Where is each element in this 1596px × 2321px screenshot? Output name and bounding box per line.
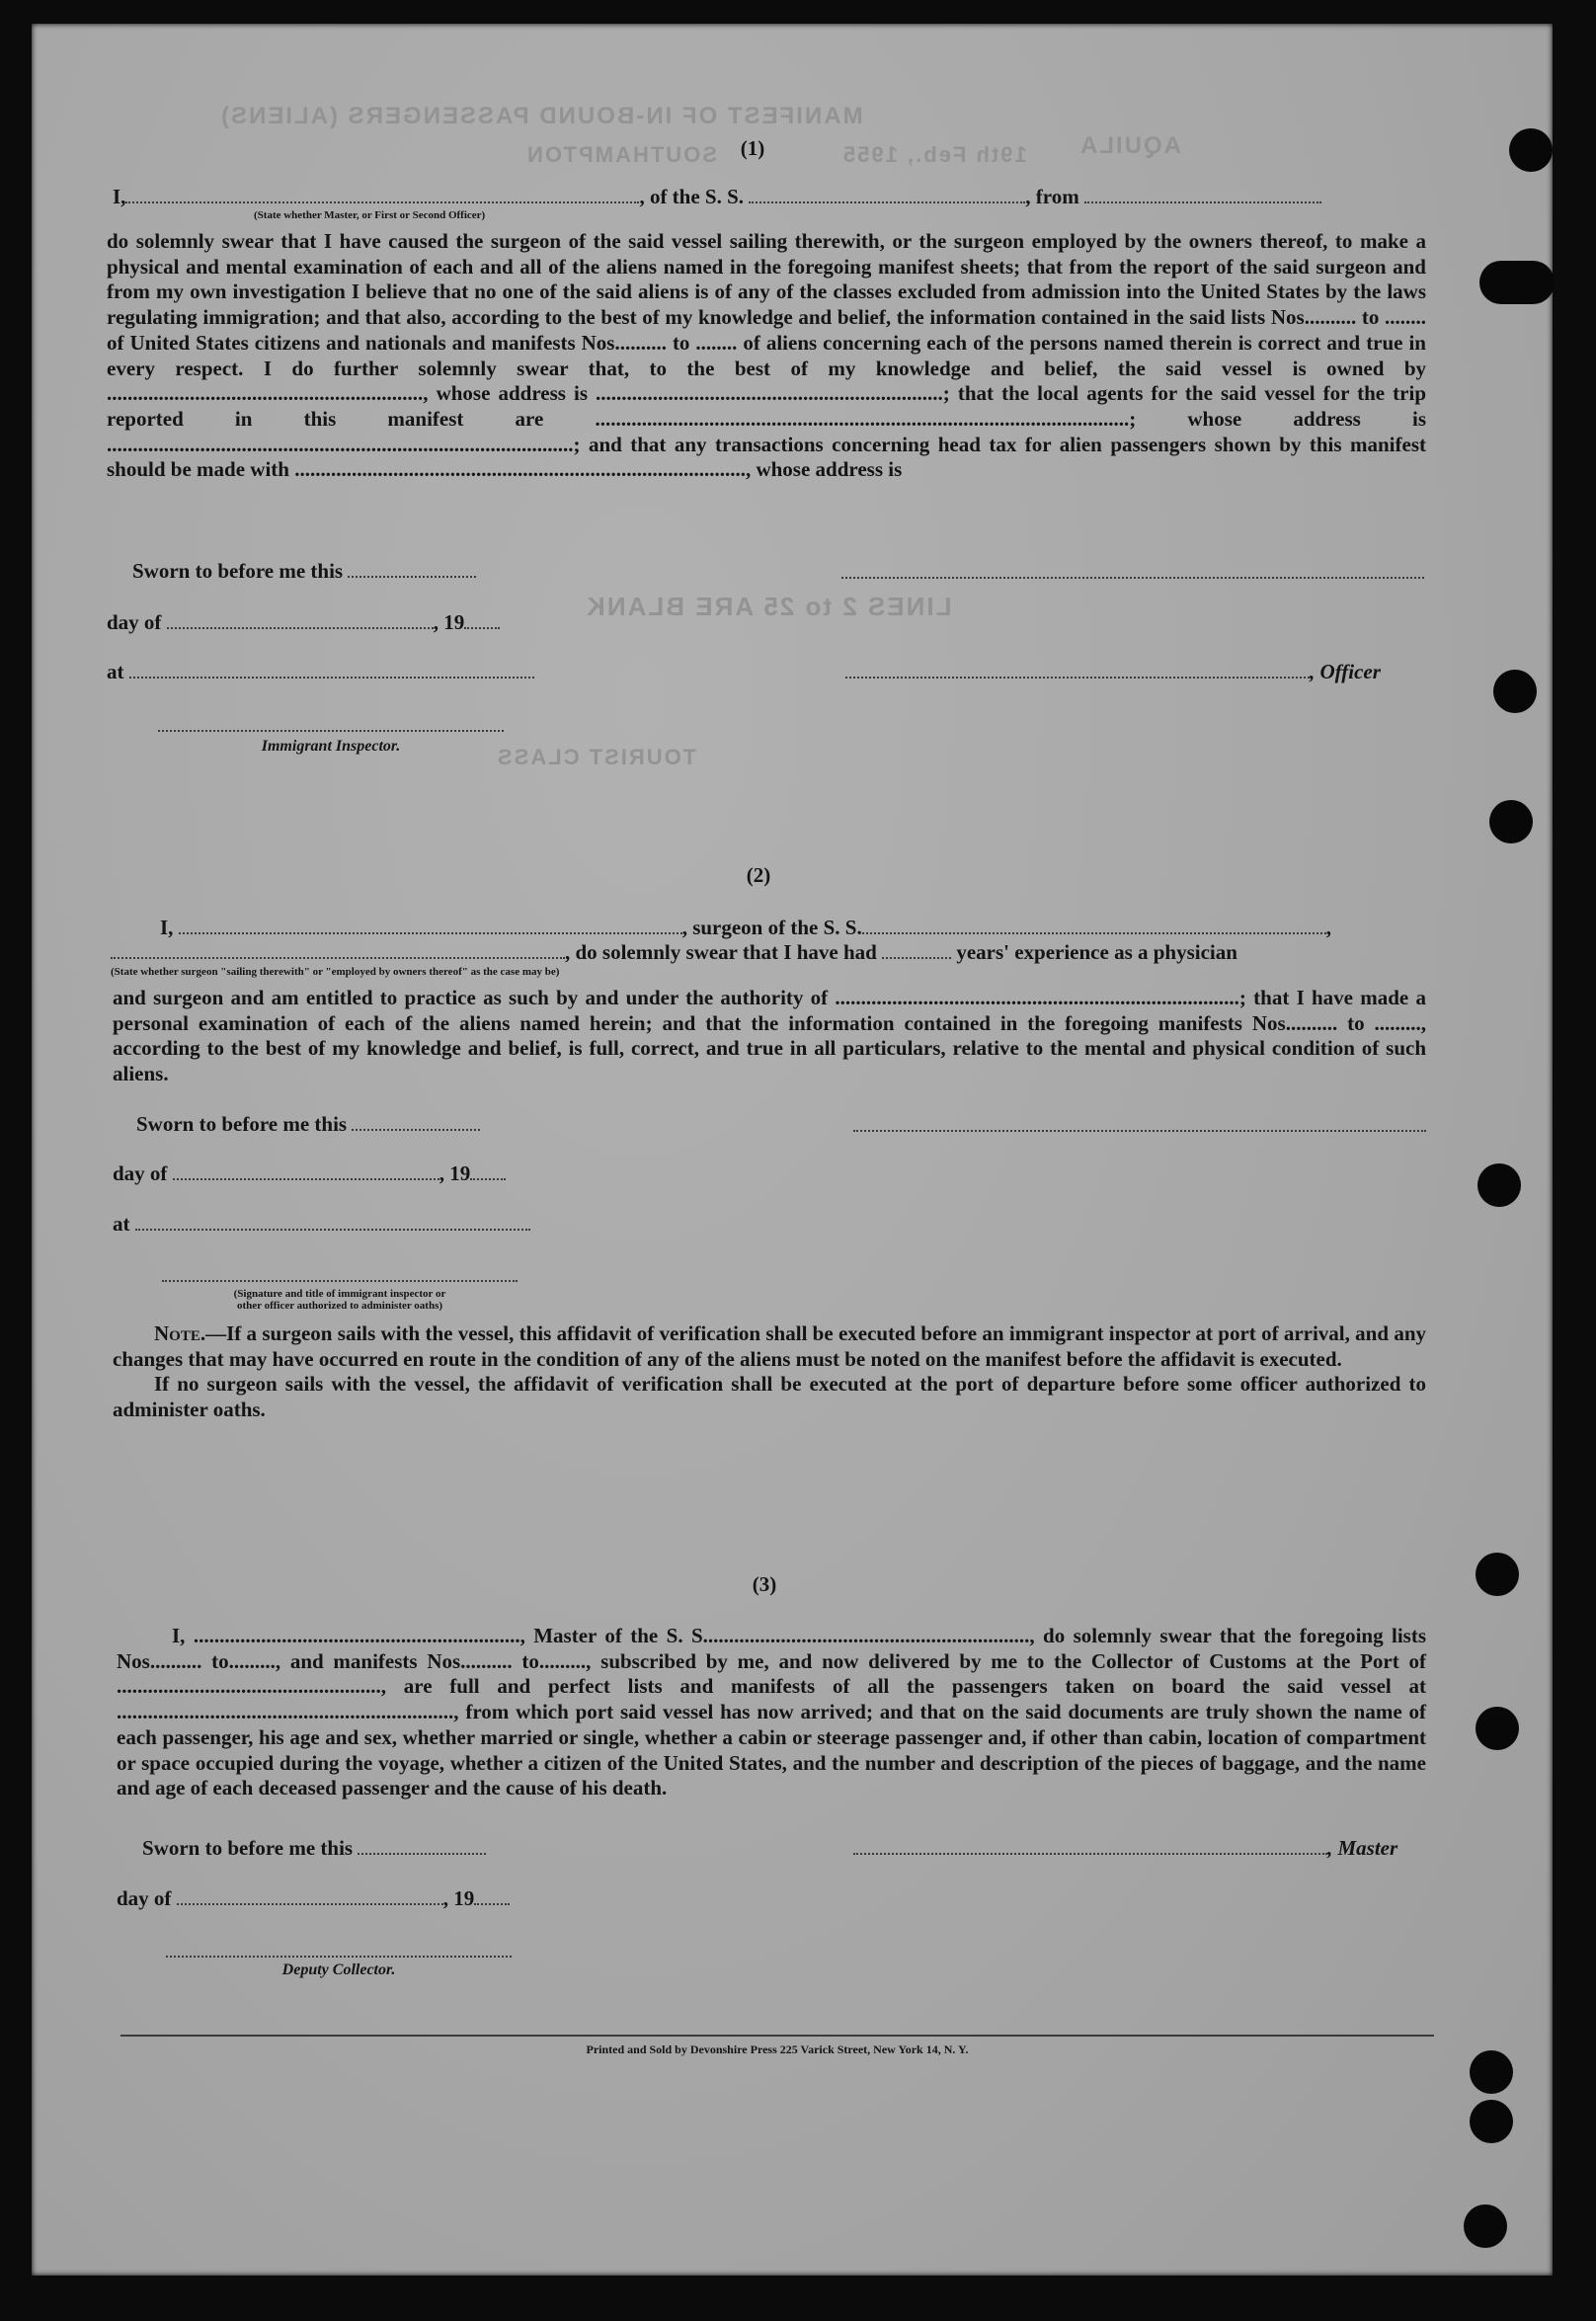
section1-at: at: [107, 660, 534, 684]
section3-sworn: Sworn to before me this: [142, 1836, 486, 1861]
section3-heading: (3): [752, 1572, 777, 1596]
section1-officer: , Officer: [845, 660, 1381, 684]
section2-heading: (2): [746, 863, 771, 887]
section1-i: I,: [113, 185, 126, 208]
punch-hole: [1477, 1163, 1521, 1207]
section1-sworn: Sworn to before me this: [132, 559, 476, 584]
signature-caption-line2: other officer authorized to administer oaths): [236, 1300, 443, 1312]
punch-hole: [1470, 2100, 1513, 2143]
immigrant-inspector-label: Immigrant Inspector.: [261, 738, 401, 755]
section2-sworn: Sworn to before me this: [136, 1112, 480, 1137]
section1-day-of: day of , 19: [107, 610, 500, 635]
from-port-field: [1084, 188, 1321, 203]
punch-hole: [1489, 800, 1533, 843]
deputy-collector-label: Deputy Collector.: [281, 1961, 396, 1978]
section3-body: I, ..............................................................., Master of the S. S..............................................................., do solemnly swear that the foregoing lists Nos.......... to........., and manifests Nos.......... to........., subscribed by me, and now delivered by me to the Collector of Customs at the Port of ..................................................., are full and perfect lists and manifests of all the passengers taken on board the said vessel at ................................................................., from which port said vessel has now arrived; and that on the said documents are truly shown the name of each passenger, his age and sex, whether married or single, whether a cabin or steerage passenger and, if other than cabin, location of compartment or space occupied during the voyage, whether a citizen of the United States, and the number and description of the pieces of baggage, and the name and age of each deceased passenger and the cause of his death.: [117, 1624, 1426, 1801]
manifest-back-page: [32, 24, 1553, 2276]
note-body: —If a surgeon sails with the vessel, this affidavit of verification shall be executed before an immigrant inspector at port of arrival, and any changes that may have occurred en route in the condition of any of the aliens must be noted on the manifest before the affidavit is executed.: [113, 1321, 1426, 1371]
vessel-name-field: [749, 188, 1025, 203]
punch-hole: [1479, 261, 1555, 304]
printer-credit: Printed and Sold by Devonshire Press 225 Varick Street, New York 14, N. Y.: [586, 2042, 969, 2056]
section3-master: , Master: [853, 1836, 1397, 1861]
ghost-date: 19th Feb., 1955: [841, 142, 1027, 167]
section1-caption: (State whether Master, or First or Second Officer): [254, 209, 486, 221]
section1-body: do solemnly swear that I have caused the surgeon of the said vessel sailing therewith, or the surgeon employed by the owners thereof, to make a physical and mental examination of each and all of the aliens named in the foregoing manifest sheets; that from the report of the said surgeon and from my own investigation I believe that no one of the said aliens is of any of the classes excluded from admission into the United States by the laws regulating immigration; and that also, according to the best of my knowledge and belief, the information contained in the said lists Nos.......... to ........ of United States citizens and nationals and manifests Nos.......... to ........ of aliens concerning each of the persons named therein is correct and true in every respect. I do further solemnly swear that, to the best of my knowledge and belief, the said vessel is owned by ............................................................., whose address is ...................................................................; that the local agents for the said vessel for the trip reported in this manifest are .......................................................................................................; whose address is ..........................................................................................; and that any transactions concerning head tax for alien passengers shown by this manifest should be made with ......................................................................................., whose address is: [107, 229, 1426, 482]
section1-of-ss: , of the S. S.: [639, 185, 745, 208]
note-label: Note.: [154, 1321, 206, 1345]
punch-hole: [1464, 2204, 1507, 2248]
section1-signature-line: [841, 577, 1424, 579]
section2-line1: I, , surgeon of the S. S. ,: [160, 916, 1331, 939]
deputy-collector-signature-line: [166, 1956, 512, 1958]
surgeon-note: [113, 1321, 1426, 1423]
section1-line1: [113, 185, 1321, 209]
punch-hole: [1476, 1553, 1519, 1596]
ghost-stamp: LINES 2 to 25 ARE BLANK: [585, 592, 952, 621]
ghost-tourist: TOURIST CLASS: [496, 745, 696, 769]
footer-rule: [120, 2035, 1434, 2037]
section1-from: , from: [1025, 185, 1079, 208]
signature-caption-line1: (Signature and title of immigrant inspector or: [233, 1288, 446, 1300]
section1-heading: (1): [740, 136, 765, 160]
ghost-from-port: SOUTHAMPTON: [525, 142, 717, 167]
section2-day-of: day of , 19: [113, 1161, 506, 1186]
ghost-manifest-title: MANIFEST OF IN-BOUND PASSENGERS (ALIENS): [219, 103, 863, 129]
section2-officer-signature-line: [162, 1280, 518, 1282]
section2-caption: (State whether surgeon "sailing therewith" or "employed by owners thereof" as the case may be): [111, 966, 560, 978]
punch-hole: [1509, 128, 1553, 172]
section2-signature-line: [853, 1130, 1426, 1132]
punch-hole: [1476, 1707, 1519, 1750]
section3-day-of: day of , 19: [117, 1886, 510, 1911]
inspector-signature-line: [158, 730, 504, 732]
punch-hole: [1470, 2050, 1513, 2094]
master-name-field: [125, 188, 639, 203]
section2-body: and surgeon and am entitled to practice as such by and under the authority of ..............................................................................; that I have made a personal examination of each of the aliens named herein; and that the information contained in the foregoing manifests Nos.......... to ........., according to the best of my knowledge and belief, is full, correct, and true in all particulars, relative to the mental and physical condition of such aliens.: [113, 986, 1426, 1086]
ghost-vessel: AQUILA: [1078, 132, 1181, 159]
section2-at: at: [113, 1212, 530, 1237]
punch-hole: [1493, 670, 1537, 713]
note-no-surgeon: If no surgeon sails with the vessel, the affidavit of verification shall be executed at the port of departure before some officer authorized to administer oaths.: [113, 1372, 1426, 1422]
section2-line2: , do solemnly swear that I have had years' experience as a physician: [111, 940, 1237, 965]
